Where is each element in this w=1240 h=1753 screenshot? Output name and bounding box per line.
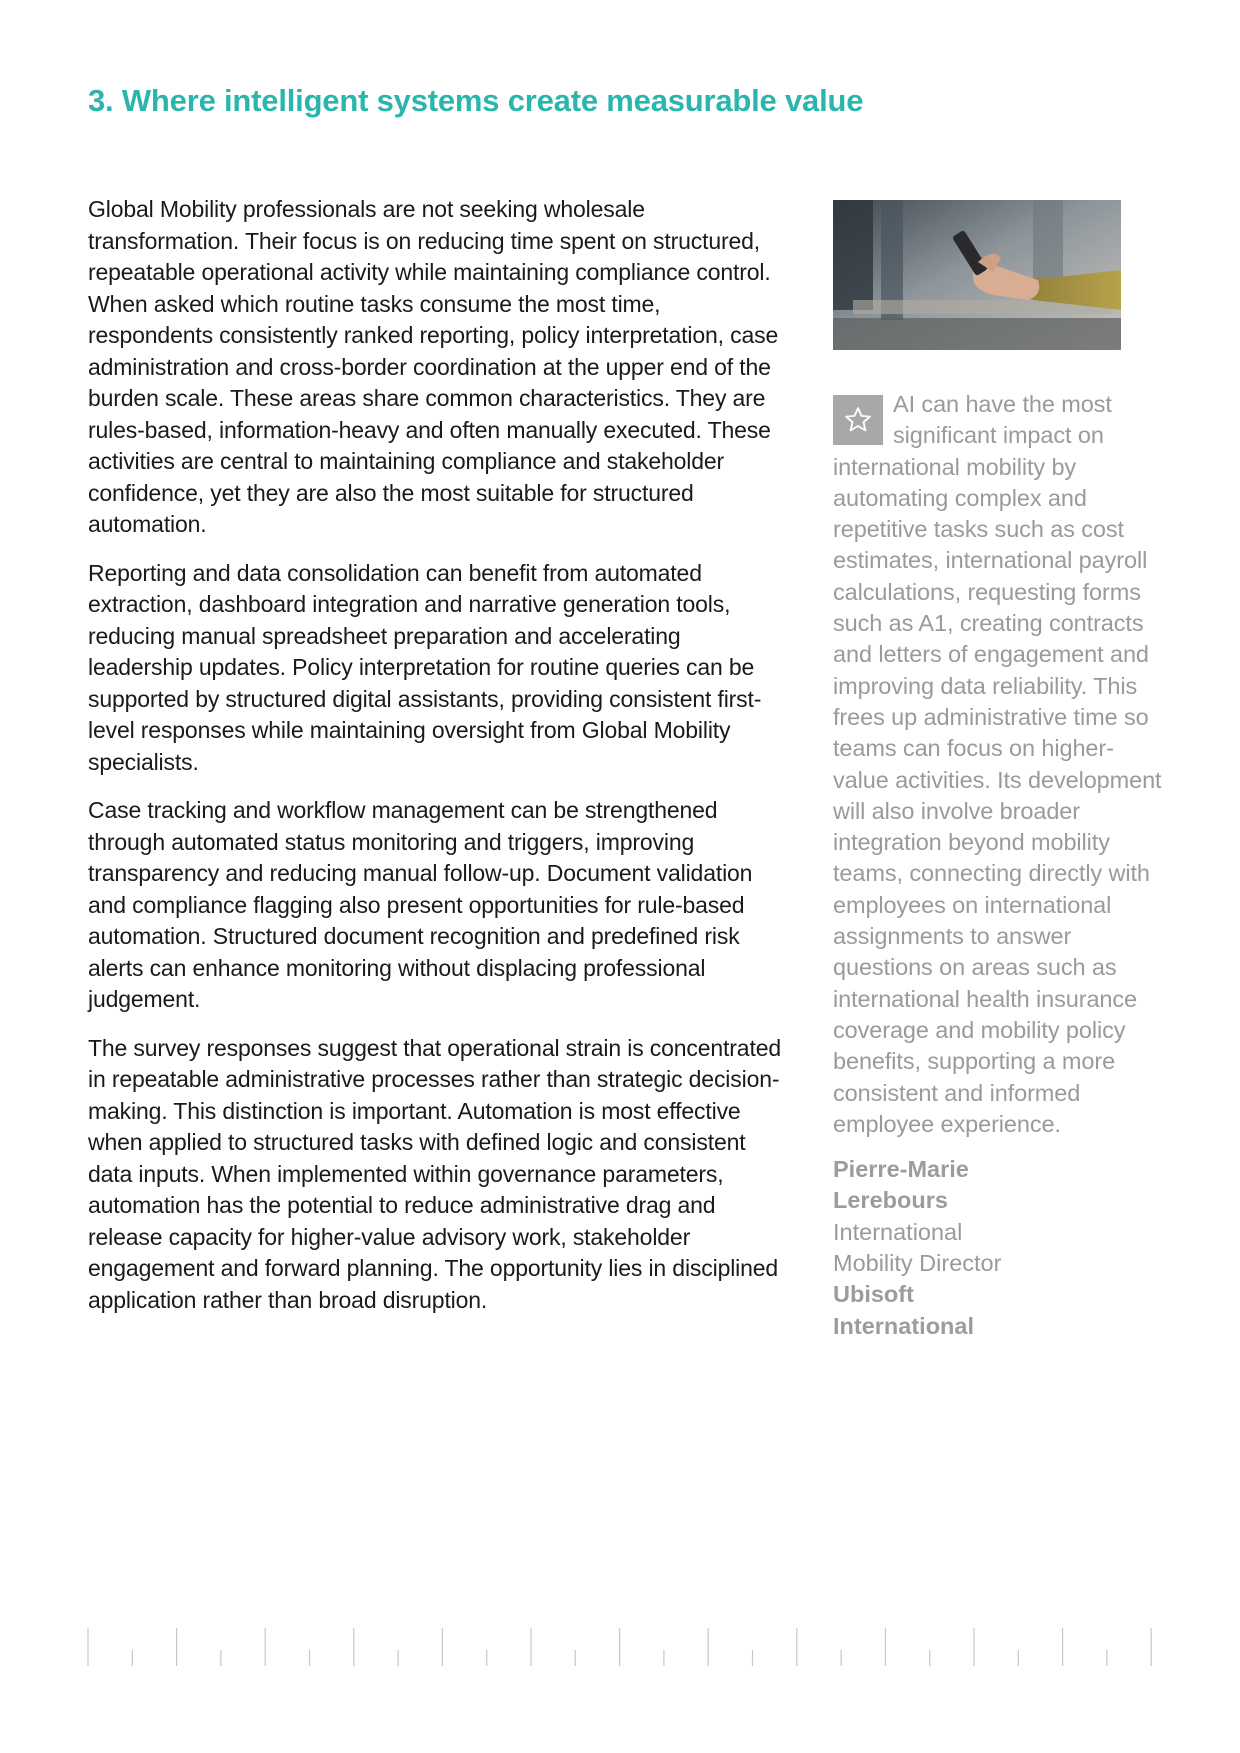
author-role-line1: International [833, 1218, 963, 1245]
author-name-first: Pierre-Marie [833, 1156, 969, 1183]
pull-quote [833, 389, 1163, 1342]
body-paragraph-2: Reporting and data consolidation can benefit from automated extraction, dashboard integration and narrative generation tools, reducing manual spreadsheet preparation and accelerating leadership updates. Policy interpretation for routine queries can be supported by structured digital assistants, providing consistent first-level responses while maintaining oversight from Global Mobility specialists. [88, 559, 762, 775]
body-paragraph-4: The survey responses suggest that operational strain is concentrated in repeatable administrative processes rather than strategic decision-making. This distinction is important. Automation is most effective when applied to structured tasks with defined logic and consistent data inputs. When implemented within governance parameters, automation has the potential to reduce administrative drag and release capacity for higher-value advisory work, stakeholder engagement and forward planning. The opportunity lies in disciplined application rather than broad disruption. [88, 1034, 781, 1313]
decorative-tick-ruler [80, 1628, 1160, 1668]
body-column [88, 194, 788, 1333]
author-org-line2: International [833, 1312, 975, 1339]
star-icon [833, 395, 883, 445]
body-paragraph-1: Global Mobility professionals are not seeking wholesale transformation. Their focus is on reducing time spent on structured, repeatable operational activity while maintaining compliance control. When asked which routine tasks consume the most time, respondents consistently ranked reporting, policy interpretation, case administration and cross-border coordination at the upper end of the burden scale. These areas share common characteristics. They are rules-based, information-heavy and often manually executed. These activities are central to maintaining compliance and stakeholder confidence, yet they are also the most suitable for structured automation. [88, 196, 779, 537]
hand-holding-phone-photo [833, 200, 1121, 350]
author-role-line2: Mobility Director [833, 1250, 1002, 1277]
page-title: 3. Where intelligent systems create measurable value [88, 83, 864, 118]
quote-text: AI can have the most significant impact on international mobility by automating complex and repetitive tasks such as cost estimates, international payroll calculations, requesting forms such as A1, creating contracts and letters of engagement and improving data reliability. This frees up administrative time so teams can focus on higher-value activities. Its development will also involve broader integration beyond mobility teams, connecting directly with employees on international assignments to answer questions on areas such as international health insurance coverage and mobility policy benefits, supporting a more consistent and informed employee experience. [833, 391, 1162, 1137]
body-paragraph-3: Case tracking and workflow management can be strengthened through automated status monitoring and triggers, improving transparency and reducing manual follow-up. Document validation and compliance flagging also present opportunities for rule-based automation. Structured document recognition and predefined risk alerts can enhance monitoring without displacing professional judgement. [88, 797, 753, 1012]
quote-attribution [833, 1154, 1163, 1342]
author-org-line1: Ubisoft [833, 1281, 914, 1308]
author-name-last: Lerebours [833, 1187, 948, 1214]
